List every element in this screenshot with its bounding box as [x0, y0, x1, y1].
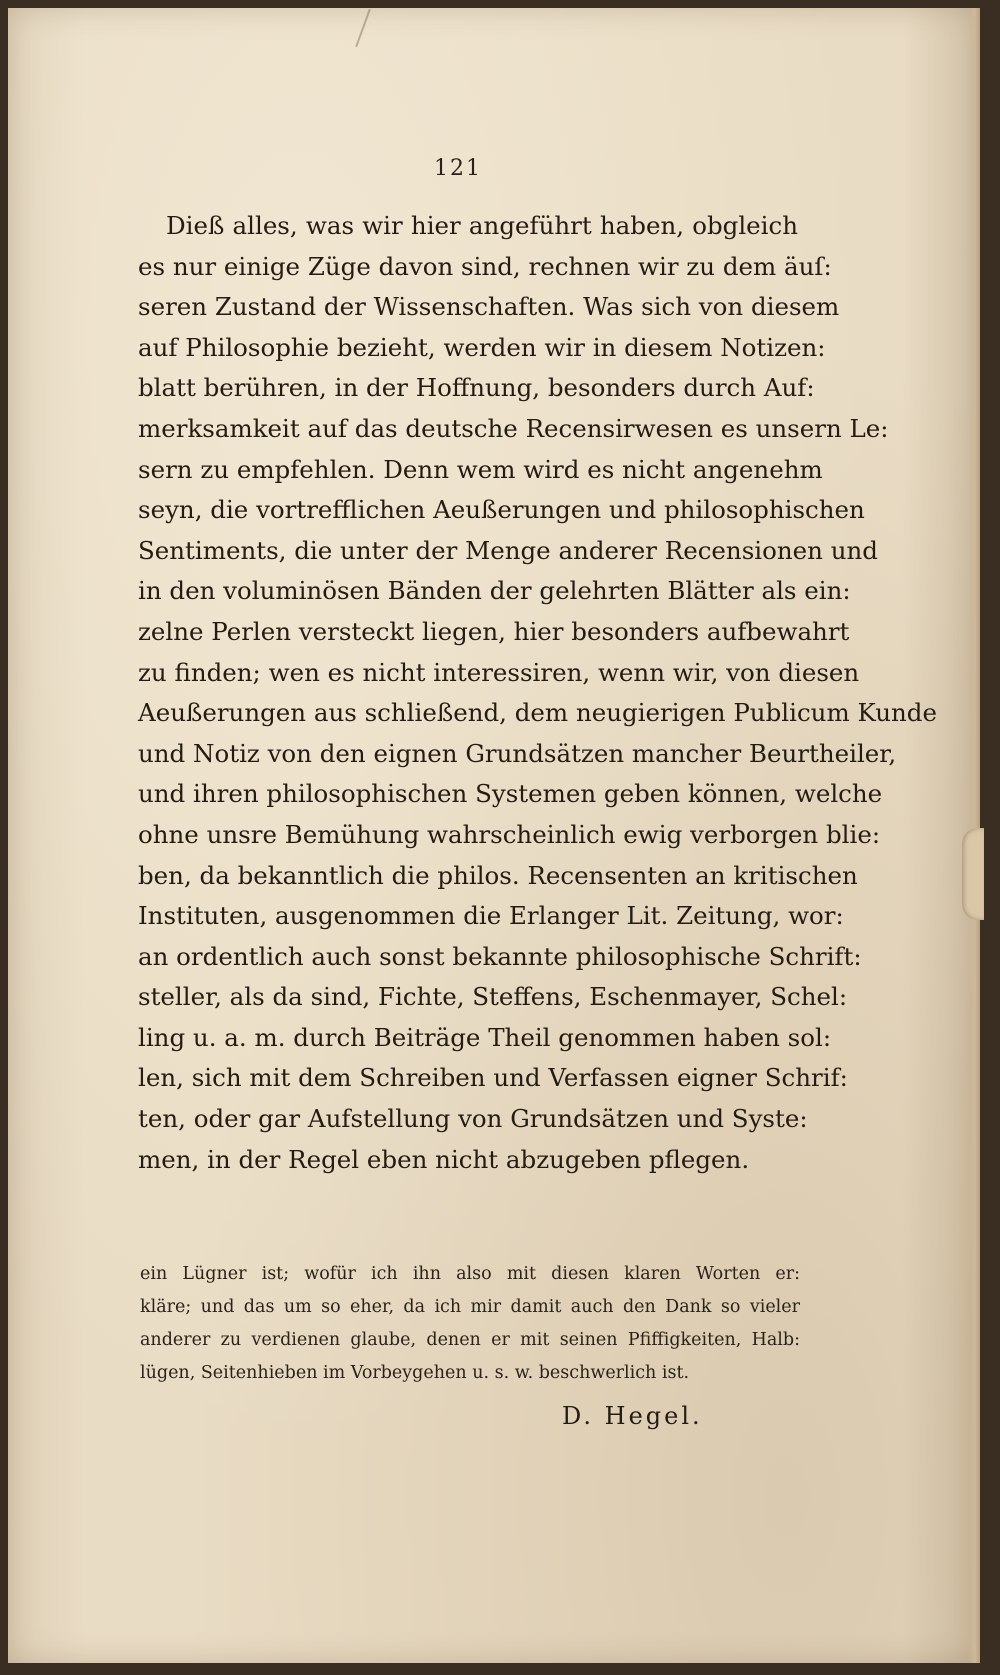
text-line: len, sich mit dem Schreiben und Verfassen eigner Schrif: — [138, 1063, 848, 1093]
text-line: sern zu empfehlen. Denn wem wird es nicht angenehm — [138, 454, 823, 484]
signature: D. Hegel. — [562, 1402, 703, 1430]
text-line: men, in der Regel eben nicht abzugeben pflegen. — [138, 1144, 750, 1174]
footnote-line: lügen, Seitenhieben im Vorbeygehen u. s. w. beschwerlich ist. — [140, 1363, 690, 1383]
text-line: steller, als da sind, Fichte, Steffens, Eschenmayer, Schel: — [138, 982, 848, 1012]
page-tab-notch — [962, 828, 984, 920]
text-line: zelne Perlen versteckt liegen, hier besonders aufbewahrt — [138, 616, 850, 646]
text-line: Aeußerungen aus schließend, dem neugierigen Publicum Kunde — [138, 698, 937, 728]
book-page — [8, 8, 980, 1663]
page-number: 121 — [434, 156, 482, 181]
text-line: und ihren philosophischen Systemen geben können, welche — [138, 779, 883, 809]
footnote — [140, 1258, 800, 1390]
text-line: und Notiz von den eignen Grundsätzen mancher Beurtheiler, — [138, 738, 897, 768]
text-line: Instituten, ausgenommen die Erlanger Lit. Zeitung, wor: — [138, 901, 844, 931]
footnote-line: anderer zu verdienen glaube, denen er mit seinen Pfiffigkeiten, Halb: — [140, 1330, 800, 1350]
text-line: ling u. a. m. durch Beiträge Theil genommen haben sol: — [138, 1022, 832, 1052]
text-line: Sentiments, die unter der Menge anderer Recensionen und — [138, 535, 878, 565]
footnote-line: ein Lügner ist; wofür ich ihn also mit diesen klaren Worten er: — [140, 1264, 800, 1284]
text-line: ben, da bekanntlich die philos. Recensenten an kritischen — [138, 860, 858, 890]
text-line: auf Philosophie bezieht, werden wir in diesem Notizen: — [138, 332, 826, 362]
main-text — [138, 206, 937, 1180]
text-line: ohne unsre Bemühung wahrscheinlich ewig verborgen blie: — [138, 819, 881, 849]
text-line: merksamkeit auf das deutsche Recensirwesen es unsern Le: — [138, 413, 889, 443]
footnote-line: kläre; und das um so eher, da ich mir damit auch den Dank so vieler — [140, 1297, 800, 1317]
text-line: Dieß alles, was wir hier angeführt haben, obgleich — [166, 211, 798, 240]
text-line: seren Zustand der Wissenschaften. Was sich von diesem — [138, 292, 840, 322]
text-line: es nur einige Züge davon sind, rechnen wir zu dem äuſ: — [138, 251, 832, 281]
text-line: an ordentlich auch sonst bekannte philosophische Schrift: — [138, 941, 862, 971]
text-line: ten, oder gar Aufstellung von Grundsätzen und Syste: — [138, 1104, 808, 1134]
paper-crease — [355, 9, 371, 47]
text-line: in den voluminösen Bänden der gelehrten Blätter als ein: — [138, 576, 851, 606]
text-line: blatt berühren, in der Hoffnung, besonders durch Auf: — [138, 373, 815, 403]
text-line: seyn, die vortrefflichen Aeußerungen und philosophischen — [138, 495, 865, 525]
text-line: zu finden; wen es nicht interessiren, wenn wir, von diesen — [138, 657, 860, 687]
